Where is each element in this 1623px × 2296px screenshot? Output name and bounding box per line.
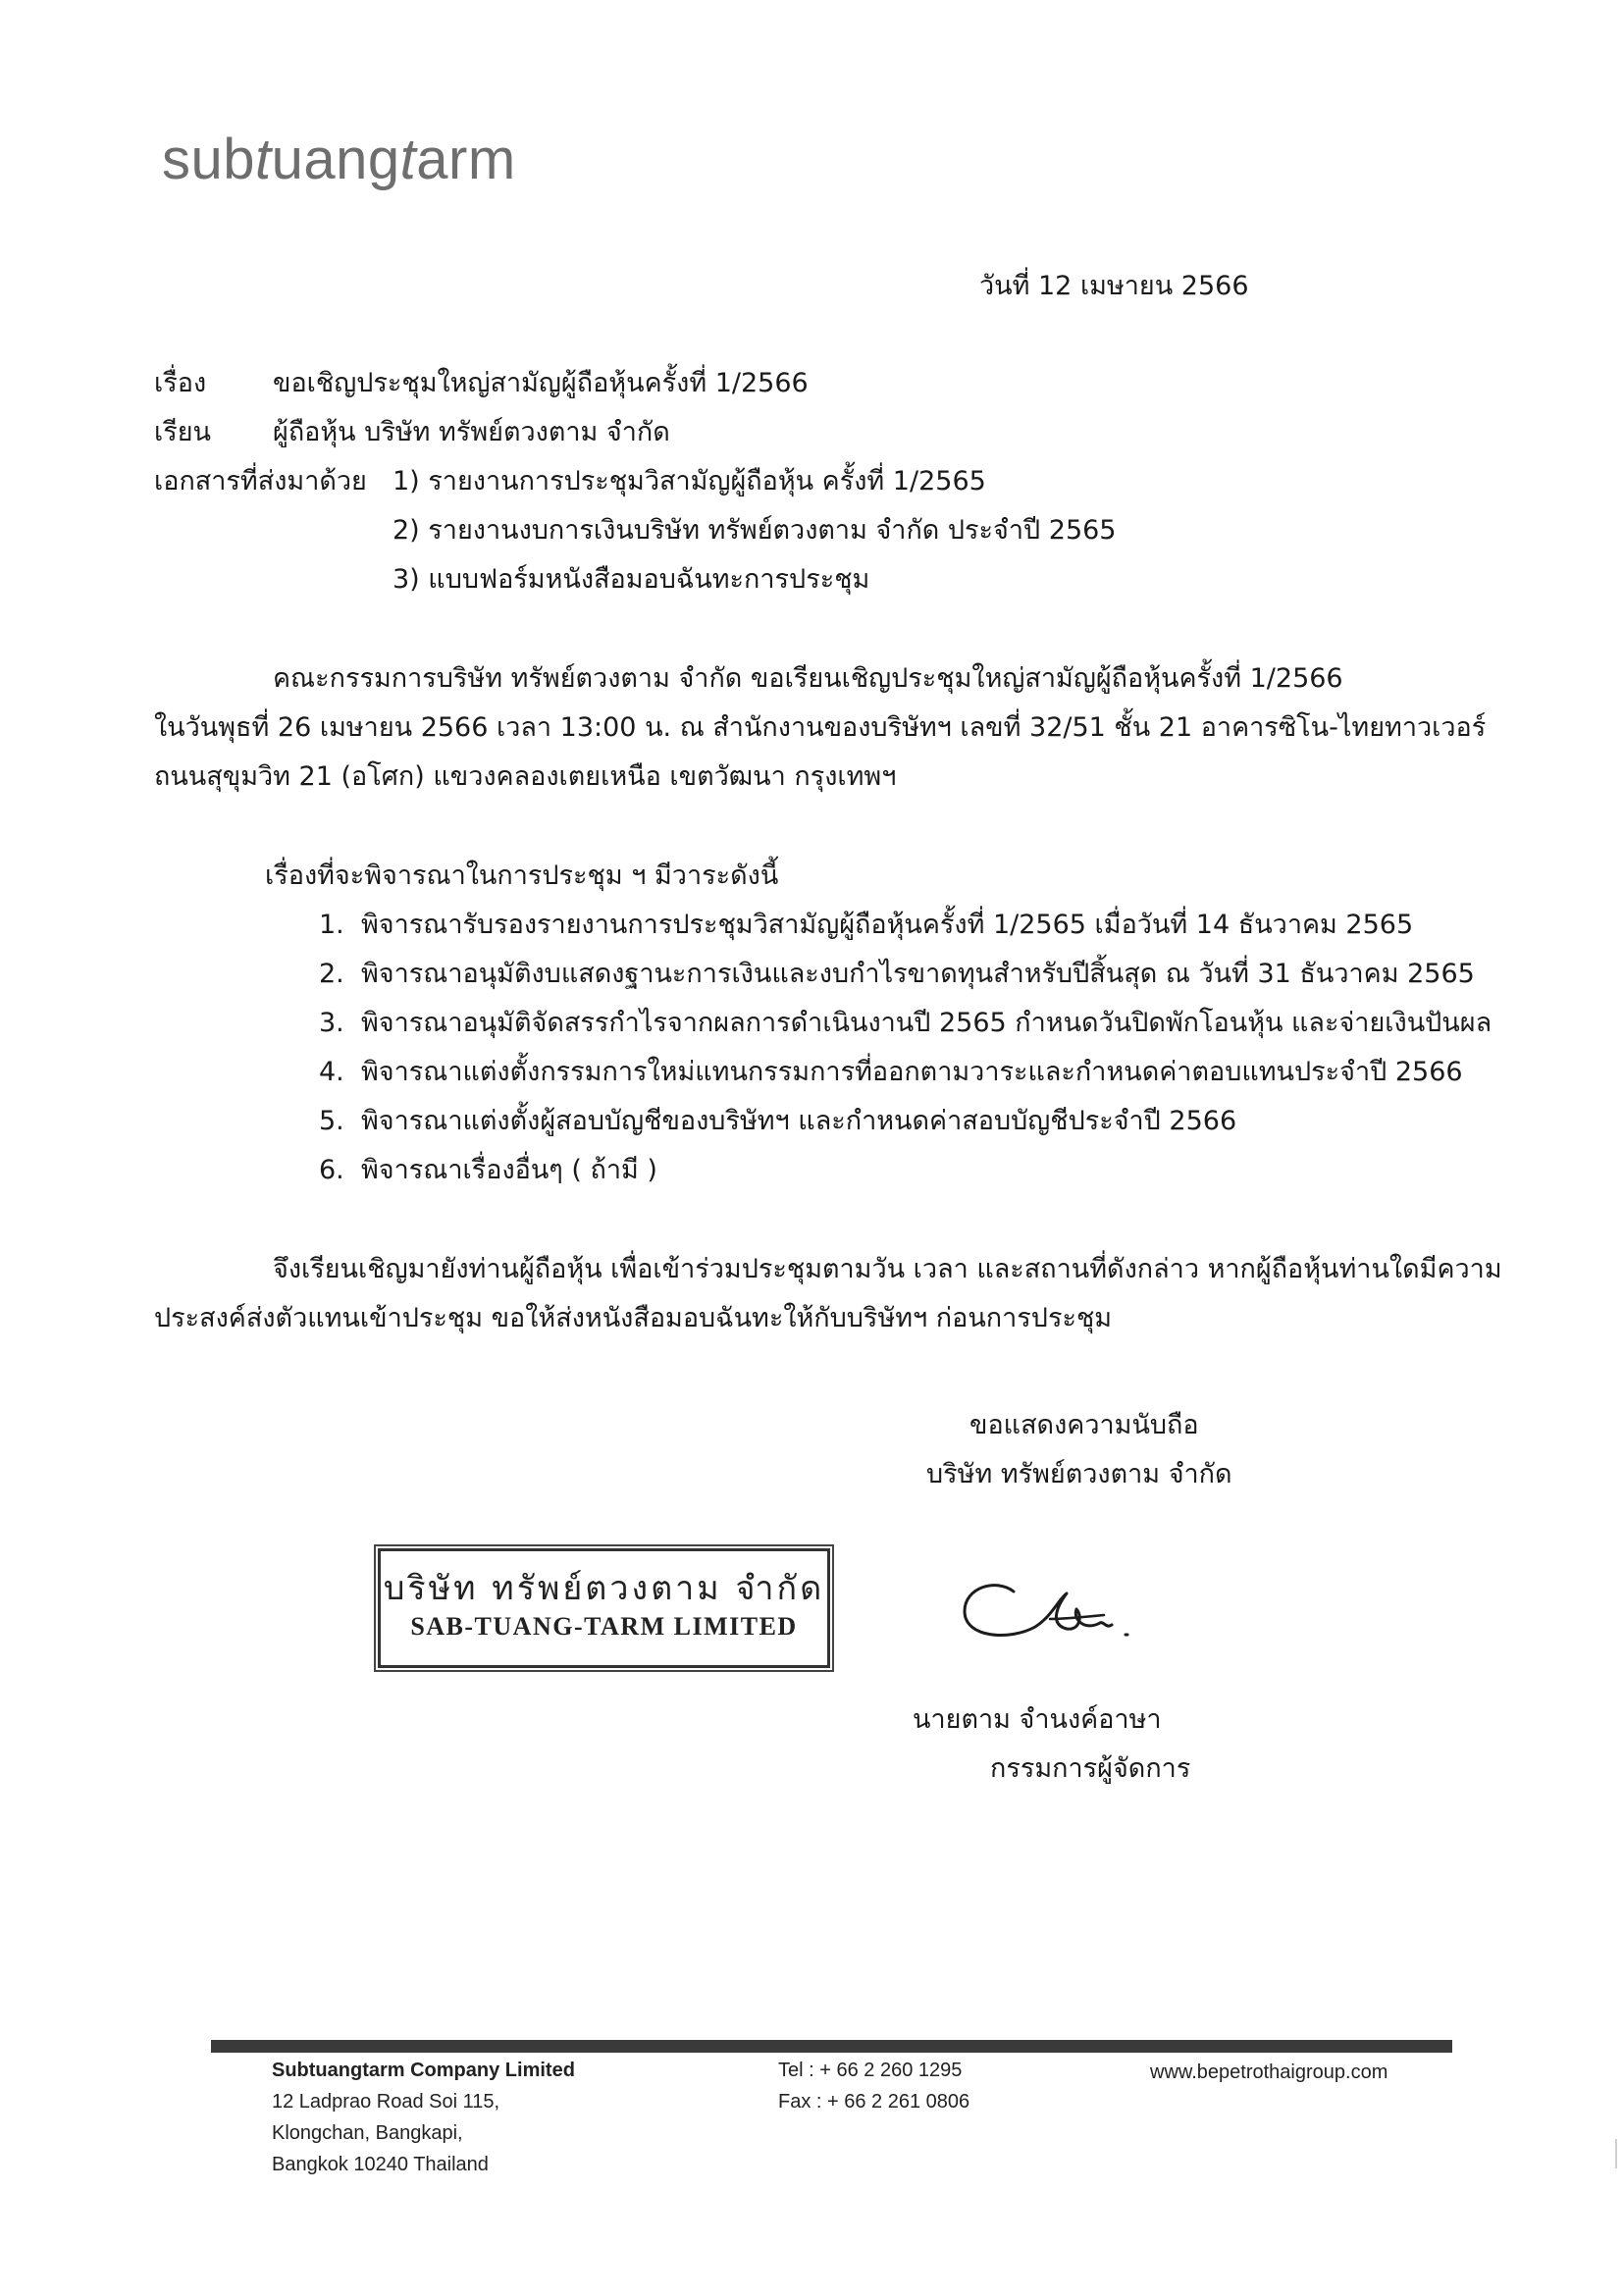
agenda-number: 6. — [319, 1155, 344, 1185]
agenda-item: พิจารณาอนุมัติงบแสดงฐานะการเงินและงบกำไรขาดทุนสำหรับปีสิ้นสุด ณ วันที่ 31 ธันวาคม 2565 — [361, 959, 1475, 989]
company-stamp — [378, 1548, 830, 1668]
paragraph-line: ถนนสุขุมวิท 21 (อโศก) แขวงคลองเตยเหนือ เขตวัฒนา กรุงเทพฯ — [154, 761, 897, 792]
subject-text: ขอเชิญประชุมใหญ่สามัญผู้ถือหุ้นครั้งที่ 1/2566 — [273, 368, 809, 398]
agenda-item: พิจารณาแต่งตั้งผู้สอบบัญชีของบริษัทฯ และกำหนดค่าสอบบัญชีประจำปี 2566 — [361, 1106, 1237, 1136]
stamp-thai-text: บริษัท ทรัพย์ตวงตาม จำกัด — [383, 1569, 825, 1608]
agenda-item: พิจารณารับรองรายงานการประชุมวิสามัญผู้ถือหุ้นครั้งที่ 1/2565 เมื่อวันที่ 14 ธันวาคม 2565 — [361, 910, 1414, 940]
footer-fax: Fax : + 66 2 261 0806 — [778, 2091, 970, 2113]
letter-date: วันที่ 12 เมษายน 2566 — [979, 271, 1249, 301]
paragraph-line: คณะกรรมการบริษัท ทรัพย์ตวงตาม จำกัด ขอเรียนเชิญประชุมใหญ่สามัญผู้ถือหุ้นครั้งที่ 1/2566 — [273, 663, 1343, 694]
footer-company-name: Subtuangtarm Company Limited — [272, 2060, 575, 2081]
logo-text-uang: uang — [271, 128, 400, 191]
logo-text-arm: arm — [416, 128, 516, 191]
recipient-label: เรียน — [154, 417, 212, 447]
enclosure-item: 2) รายงานงบการเงินบริษัท ทรัพย์ตวงตาม จำกัด ประจำปี 2565 — [393, 515, 1117, 546]
enclosure-item: 1) รายงานการประชุมวิสามัญผู้ถือหุ้น ครั้งที่ 1/2565 — [393, 466, 986, 496]
paragraph-line: จึงเรียนเชิญมายังท่านผู้ถือหุ้น เพื่อเข้าร่วมประชุมตามวัน เวลา และสถานที่ดังกล่าว หากผู้ถือหุ้นท่านใดมีความ — [273, 1254, 1502, 1284]
logo-text-sub: sub — [162, 128, 256, 191]
recipient-text: ผู้ถือหุ้น บริษัท ทรัพย์ตวงตาม จำกัด — [273, 417, 670, 447]
logo-mark-t1: t — [255, 128, 272, 191]
closing-salutation: ขอแสดงความนับถือ — [969, 1410, 1199, 1440]
footer-address-line: 12 Ladprao Road Soi 115, — [272, 2091, 500, 2113]
enclosures-label: เอกสารที่ส่งมาด้วย — [154, 466, 367, 496]
agenda-item: พิจารณาอนุมัติจัดสรรกำไรจากผลการดำเนินงานปี 2565 กำหนดวันปิดพักโอนหุ้น และจ่ายเงินปันผล — [361, 1008, 1492, 1038]
scan-edge-mark — [1615, 2139, 1617, 2168]
footer-address-line: Bangkok 10240 Thailand — [272, 2154, 489, 2175]
paragraph-line: ในวันพุธที่ 26 เมษายน 2566 เวลา 13:00 น. ณ สำนักงานของบริษัทฯ เลขที่ 32/51 ชั้น 21 อาคารซิโน-ไทยทาวเวอร์ — [154, 712, 1487, 743]
agenda-number: 1. — [319, 910, 344, 940]
company-logo — [162, 126, 516, 194]
subject-label: เรื่อง — [154, 368, 207, 398]
signature — [957, 1570, 1163, 1663]
paragraph-line: ประสงค์ส่งตัวแทนเข้าประชุม ขอให้ส่งหนังสือมอบฉันทะให้กับบริษัทฯ ก่อนการประชุม — [154, 1303, 1113, 1333]
stamp-english-text: SAB-TUANG-TARM LIMITED — [410, 1612, 798, 1641]
agenda-number: 4. — [319, 1057, 344, 1087]
signer-title: กรรมการผู้จัดการ — [990, 1753, 1191, 1784]
agenda-intro: เรื่องที่จะพิจารณาในการประชุม ฯ มีวาระดังนี้ — [265, 861, 779, 891]
agenda-item: พิจารณาเรื่องอื่นๆ ( ถ้ามี ) — [361, 1155, 657, 1185]
logo-mark-t2: t — [399, 128, 417, 191]
agenda-number: 5. — [319, 1106, 344, 1136]
footer-divider — [211, 2040, 1452, 2053]
agenda-number: 3. — [319, 1008, 344, 1038]
closing-company: บริษัท ทรัพย์ตวงตาม จำกัด — [926, 1459, 1232, 1489]
footer-website[interactable]: www.bepetrothaigroup.com — [1150, 2061, 1388, 2083]
agenda-item: พิจารณาแต่งตั้งกรรมการใหม่แทนกรรมการที่ออกตามวาระและกำหนดค่าตอบแทนประจำปี 2566 — [361, 1057, 1463, 1087]
agenda-number: 2. — [319, 959, 344, 989]
signer-name: นายตาม จำนงค์อาษา — [913, 1704, 1162, 1735]
footer-tel: Tel : + 66 2 260 1295 — [778, 2060, 963, 2081]
footer-address-line: Klongchan, Bangkapi, — [272, 2122, 463, 2144]
enclosure-item: 3) แบบฟอร์มหนังสือมอบฉันทะการประชุม — [393, 564, 870, 595]
